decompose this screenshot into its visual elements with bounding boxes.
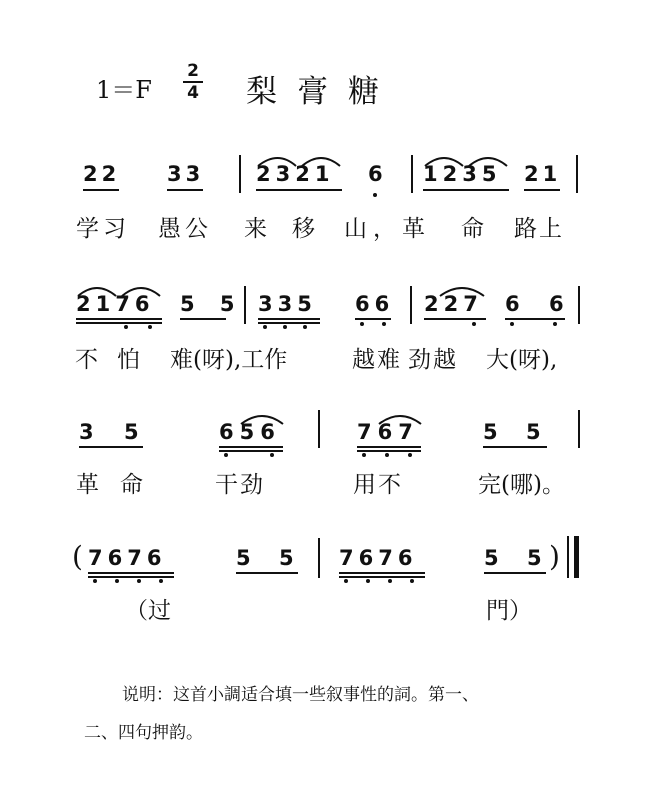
- lyric: 劲越: [408, 347, 458, 373]
- lyric: 难(呀),工作: [170, 347, 288, 373]
- beat-underline: [88, 576, 174, 578]
- lyric: 山，革: [344, 216, 431, 242]
- lyric: 大(呀),: [486, 347, 558, 373]
- note-group: 1235: [423, 162, 502, 186]
- bar-line: [318, 538, 320, 578]
- note: 5: [526, 420, 541, 444]
- low-octave-dot: [366, 579, 370, 583]
- final-bar-thick: [574, 536, 579, 578]
- note: 5: [484, 546, 499, 570]
- note-group: 33: [167, 162, 205, 186]
- close-paren: ): [549, 540, 560, 573]
- note-group: 66: [355, 292, 395, 316]
- note-group: 7676: [88, 546, 167, 570]
- low-octave-dot: [344, 579, 348, 583]
- beat-underline: [339, 576, 425, 578]
- lyric: 命: [120, 472, 143, 498]
- lyric: 不: [75, 347, 98, 373]
- note-group: 656: [219, 420, 281, 444]
- lyric: 命: [461, 216, 484, 242]
- lyric: 移: [292, 216, 315, 242]
- note-group: 7676: [339, 546, 418, 570]
- footnote-line-2: 二、四句押韵。: [84, 723, 203, 743]
- lyric: 学习: [76, 216, 130, 242]
- note: 3: [79, 420, 94, 444]
- open-paren: (: [72, 540, 83, 573]
- time-signature-bottom: 4: [187, 83, 199, 103]
- beat-underline: [339, 572, 425, 574]
- song-title: 梨膏糖: [246, 74, 399, 110]
- final-bar-thin: [567, 536, 569, 578]
- note-group: 21: [524, 162, 562, 186]
- lyric: 愚公: [158, 216, 212, 242]
- lyric: 干劲: [215, 472, 265, 498]
- lyric: 怕: [117, 347, 140, 373]
- key-signature: 1＝F: [96, 76, 152, 104]
- lyric: 越难: [352, 347, 402, 373]
- lyric: （过: [125, 598, 171, 624]
- note: 5: [124, 420, 139, 444]
- note-group: 5 5: [180, 292, 244, 316]
- note-group: 22: [83, 162, 121, 186]
- lyric: 路上: [514, 216, 564, 242]
- low-octave-dot: [137, 579, 141, 583]
- low-octave-dot: [93, 579, 97, 583]
- note-group: 227: [424, 292, 483, 316]
- note: 6: [505, 292, 520, 316]
- note: 5: [527, 546, 542, 570]
- beat-underline: [236, 572, 298, 574]
- low-octave-dot: [159, 579, 163, 583]
- low-octave-dot: [410, 579, 414, 583]
- footnote-line-1: 说明：这首小調适合填一些叙事性的詞。第一、: [122, 685, 479, 705]
- lyric: 完(哪)。: [478, 472, 565, 498]
- note-group: 2321: [256, 162, 335, 186]
- lyric: 来: [244, 216, 267, 242]
- note: 6: [368, 162, 383, 186]
- note-group: 335: [258, 292, 317, 316]
- lyric: 用不: [353, 472, 403, 498]
- note: 5: [236, 546, 251, 570]
- beat-underline: [484, 572, 546, 574]
- slur: [379, 416, 421, 424]
- time-signature-top: 2: [187, 61, 199, 81]
- low-octave-dot: [115, 579, 119, 583]
- lyric: 革: [76, 472, 99, 498]
- note: 5: [279, 546, 294, 570]
- low-octave-dot: [388, 579, 392, 583]
- note-group: 767: [357, 420, 419, 444]
- note: 6: [549, 292, 564, 316]
- note: 5: [483, 420, 498, 444]
- lyric: 門）: [486, 598, 532, 624]
- beat-underline: [88, 572, 174, 574]
- note-group: 2176: [76, 292, 155, 316]
- slur: [241, 416, 283, 424]
